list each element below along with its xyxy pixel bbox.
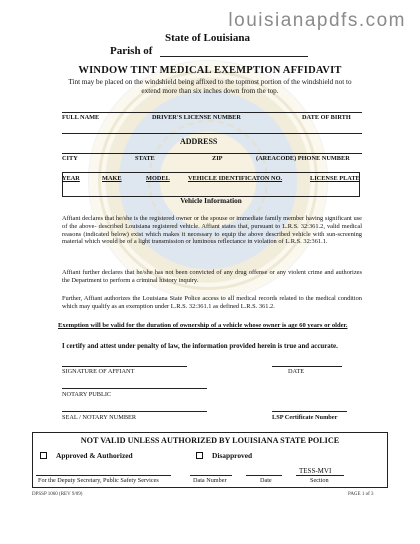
section-code: TESS-MVI <box>299 467 332 475</box>
year-label: YEAR <box>62 175 80 182</box>
date-line[interactable] <box>272 366 342 367</box>
vin-label: VEHICLE IDENTIFICATON NO. <box>188 175 283 182</box>
site-watermark: louisianapdfs.com <box>228 10 406 31</box>
seal-notary-label: SEAL / NOTARY NUMBER <box>62 414 137 421</box>
city-row-field[interactable] <box>62 153 362 154</box>
deputy-signature-line[interactable] <box>36 475 171 476</box>
approved-checkbox[interactable] <box>40 452 47 459</box>
state-label: STATE <box>135 155 155 162</box>
authorization-title: NOT VALID UNLESS AUTHORIZED BY LOUISIANA STATE POLICE <box>80 436 340 445</box>
form-id: DPSSP 1060 (REV 9/09) <box>32 492 83 497</box>
model-label: MODEL <box>146 175 170 182</box>
notary-line[interactable] <box>62 388 207 389</box>
date-label: DATE <box>288 368 305 375</box>
approved-label: Approved & Authorized <box>56 451 133 460</box>
name-row-field[interactable] <box>62 112 362 113</box>
data-number-label: Data Number <box>193 477 227 484</box>
state-heading: State of Louisiana <box>165 32 250 44</box>
seal-notary-line[interactable] <box>62 411 207 412</box>
auth-date-label: Date <box>260 477 272 484</box>
phone-label: (AREACODE) PHONE NUMBER <box>256 155 350 162</box>
auth-date-line[interactable] <box>246 475 282 476</box>
address-label: ADDRESS <box>180 137 218 146</box>
drivers-license-label: DRIVER'S LICENSE NUMBER <box>152 114 241 121</box>
medical-records-authorization: Further, Affiant authorizes the Louisiana State Police access to all medical records related to the medical condition which may qualify as an exemption under L.R.S. 32:361.1 as defined L.R.S. 361.2. <box>62 295 362 310</box>
full-name-label: FULL NAME <box>62 114 100 121</box>
certification-statement: I certify and attest under penalty of law, the information provided herein is true and accurate. <box>62 343 338 350</box>
lsp-certificate-line[interactable] <box>272 411 347 412</box>
page-number: PAGE 1 of 3 <box>348 492 374 497</box>
disapproved-checkbox[interactable] <box>196 452 203 459</box>
approved-option[interactable] <box>40 451 133 460</box>
vehicle-info-heading: Vehicle Information <box>180 197 242 205</box>
section-label: Section <box>310 477 329 484</box>
license-plate-label: LICENSE PLATE <box>310 175 360 182</box>
parish-label: Parish of <box>110 45 153 57</box>
parish-field[interactable] <box>160 56 308 57</box>
notary-label: NOTARY PUBLIC <box>62 391 112 398</box>
data-number-line[interactable] <box>190 475 232 476</box>
lsp-certificate-label: LSP Certificate Number <box>272 414 338 421</box>
form-title: WINDOW TINT MEDICAL EXEMPTION AFFIDAVIT <box>78 65 342 76</box>
section-line[interactable] <box>296 475 344 476</box>
affiant-further-declaration: Affiant further declares that he/she has not been convicted of any drug offense or any violent crime and authorizes the Department to perform a criminal history inquiry. <box>62 269 362 284</box>
make-label: MAKE <box>102 175 122 182</box>
disapproved-label: Disapproved <box>212 451 253 460</box>
zip-label: ZIP <box>212 155 223 162</box>
dob-label: DATE OF BIRTH <box>302 114 351 121</box>
affiant-signature-label: SIGNATURE OF AFFIANT <box>62 368 135 375</box>
address-field[interactable] <box>62 133 362 134</box>
exemption-warning: Exemption will be valid for the duration of ownership of a vehicle whose owner is age 60 years or older. <box>58 322 348 329</box>
deputy-secretary-label: For the Deputy Secretary, Public Safety Services <box>38 477 159 484</box>
disapproved-option[interactable] <box>196 451 252 460</box>
city-label: CITY <box>62 155 78 162</box>
form-subtitle: Tint may be placed on the windshield being affixed to the topmost portion of the windshield not to extend more than six inches down from the top. <box>68 78 352 95</box>
affiant-signature-line[interactable] <box>62 366 187 367</box>
affiant-declaration: Affiant declares that he/she is the registered owner or the spouse or immediate family member having significant use of the above- described Louisiana registered vehicle. Affiant states that, pursuant to L.R.S. 32:361.2, valid medical reasons (indicated below) exist which makes it necessary to equip the above described vehicle with sun-screening material which would be of a light transmission or luminous reflectance in violation of L.R.S. 32:361.1. <box>62 215 362 246</box>
